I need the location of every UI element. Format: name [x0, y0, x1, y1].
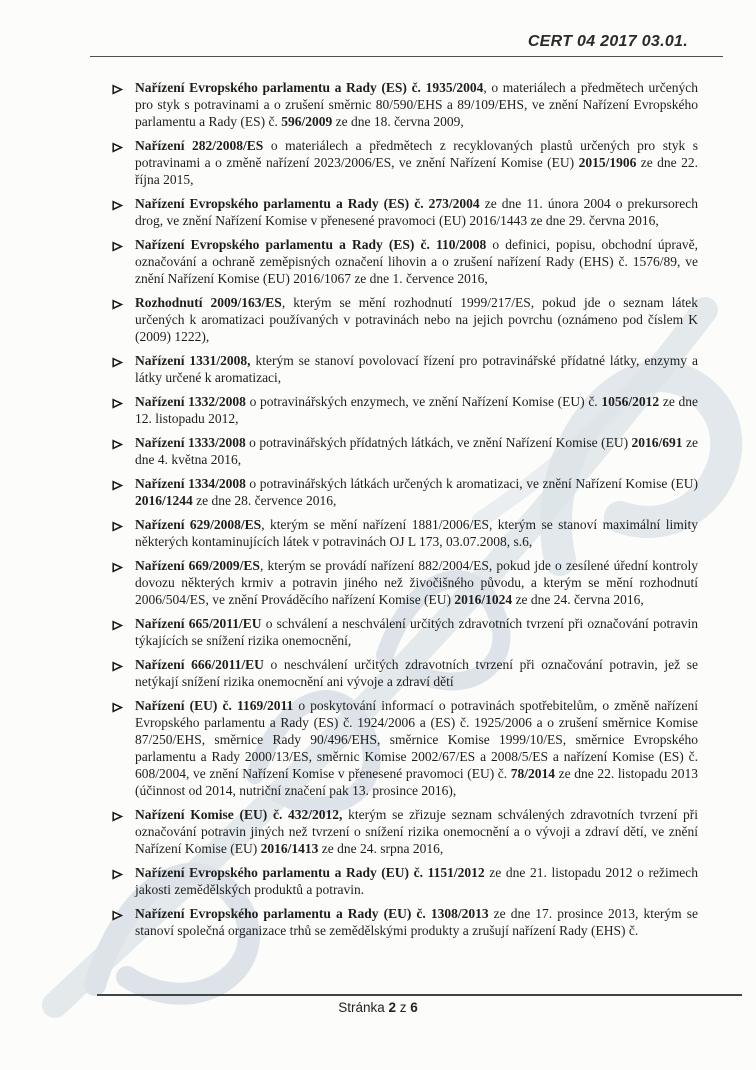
list-item-text: Nařízení 665/2011/EU o schválení a neschválení určitých zdravotních tvrzení při označování potravin týkajících se snížení rizika onemocnění,: [135, 616, 698, 648]
list-item-text: Nařízení 669/2009/ES, kterým se provádí nařízení 882/2004/ES, pokud jde o zesílené úřední kontroly dovozu některých krmiv a potravin jiného než živočišného původu, a kterým se mění rozhodnutí 2006/504/ES, ve znění Prováděcího nařízení Komise (EU) 2016/1024 ze dne 24. června 2016,: [135, 558, 699, 607]
footer-prefix: Stránka: [338, 1000, 385, 1015]
arrow-bullet-icon: [112, 806, 135, 827]
arrow-bullet-icon: [112, 656, 135, 677]
arrow-bullet-icon: [112, 393, 135, 414]
list-item: [112, 656, 698, 690]
list-item: [112, 352, 698, 386]
footer-rule: [97, 994, 742, 996]
list-item-text: Nařízení 666/2011/EU o neschválení určitých zdravotních tvrzení při označování potravin, jež se netýkají snížení rizika onemocnění ani vývoje a zdraví dětí: [135, 657, 698, 689]
list-item-text: Nařízení 1334/2008 o potravinářských látkách určených k aromatizaci, ve znění Nařízení Komise (EU) 2016/1244 ze dne 28. července 2016,: [135, 476, 698, 508]
list-item-text: Nařízení 1332/2008 o potravinářských enzymech, ve znění Nařízení Komise (EU) č. 1056/2012 ze dne 12. listopadu 2012,: [135, 394, 698, 426]
list-item-text: Nařízení (EU) č. 1169/2011 o poskytování informací o potravinách spotřebitelům, o změně nařízení Evropského parlamentu a Rady (ES) č. 1924/2006 a (ES) č. 1925/2006 a o zrušení směrnice Komise 87/250/EHS, směrnice Rady 90/496/EHS, směrnice Komise 1999/10/ES, směrnice Evropského parlamentu a Rady 2000/13/ES, směrnic Komise 2002/67/ES a 2008/5/ES a nařízení Komise (ES) č. 608/2004, ve znění Nařízení Komise v přenesené pravomoci (EU) č. 78/2014 ze dne 22. listopadu 2013 (účinnost od 2014, nutriční značení pak 13. prosince 2016),: [135, 698, 698, 798]
header-rule: [90, 56, 723, 57]
list-item: [112, 697, 698, 799]
list-item-text: Nařízení 629/2008/ES, kterým se mění nařízení 1881/2006/ES, kterým se stanoví maximální limity některých kontaminujících látek v potravinách OJ L 173, 03.07.2008, s.6,: [135, 517, 698, 549]
list-item-text: Nařízení Evropského parlamentu a Rady (ES) č. 273/2004 ze dne 11. února 2004 o prekursorech drog, ve znění Nařízení Komise v přenesené pravomoci (EU) 2016/1443 ze dne 29. června 2016,: [135, 196, 698, 228]
list-item-text: Nařízení Komise (EU) č. 432/2012, kterým se zřizuje seznam schválených zdravotních tvrzení při označování potravin jiných než tvrzení o snížení rizika onemocnění a o vývoji a zdraví dětí, ve znění Nařízení Komise (EU) 2016/1413 ze dne 24. srpna 2016,: [135, 807, 698, 856]
document-code: CERT 04 2017 03.01.: [527, 33, 688, 50]
list-item-text: Nařízení Evropského parlamentu a Rady (EU) č. 1308/2013 ze dne 17. prosince 2013, kterým se stanoví společná organizace trhů se zemědělskými produkty a zrušují nařízení Rady (EHS) č.: [135, 906, 698, 938]
arrow-bullet-icon: [112, 475, 135, 496]
list-item-text: Nařízení 282/2008/ES o materiálech a předmětech z recyklovaných plastů určených pro styk s potravinami a o změně nařízení 2023/2006/ES, ve znění Nařízení Komise (EU) 2015/1906 ze dne 22. října 2015,: [135, 138, 699, 187]
list-item: [112, 195, 698, 229]
regulation-list: [112, 79, 698, 946]
list-item: [112, 864, 698, 898]
footer-of-word: z: [399, 1000, 407, 1015]
list-item: [112, 615, 698, 649]
list-item-text: Nařízení Evropského parlamentu a Rady (ES) č. 1935/2004, o materiálech a předmětech určených pro styk s potravinami a o zrušení směrnic 80/590/EHS a 89/109/EHS, ve znění Nařízení Evropského parlamentu a Rady (ES) č. 596/2009 ze dne 18. června 2009,: [135, 80, 699, 129]
arrow-bullet-icon: [112, 137, 135, 158]
arrow-bullet-icon: [112, 615, 135, 636]
list-item-text: Nařízení 1331/2008, kterým se stanoví povolovací řízení pro potravinářské přídatné látky, enzymy a látky určené k aromatizaci,: [135, 353, 698, 385]
list-item: [112, 236, 698, 287]
arrow-bullet-icon: [112, 195, 135, 216]
arrow-bullet-icon: [112, 434, 135, 455]
list-item-text: Nařízení Evropského parlamentu a Rady (EU) č. 1151/2012 ze dne 21. listopadu 2012 o režimech jakosti zemědělských produktů a potravin.: [135, 865, 698, 897]
list-item: [112, 294, 698, 345]
list-item: [112, 516, 698, 550]
arrow-bullet-icon: [112, 352, 135, 373]
list-item: [112, 434, 698, 468]
arrow-bullet-icon: [112, 294, 135, 315]
list-item: [112, 79, 698, 130]
footer-page-number: 2: [388, 1000, 396, 1015]
list-item-text: Nařízení Evropského parlamentu a Rady (ES) č. 110/2008 o definici, popisu, obchodní úpravě, označování a ochraně zeměpisných označení lihovin a o zrušení nařízení Rady (EHS) č. 1576/89, ve znění Nařízení Komise (EU) 2016/1067 ze dne 1. července 2016,: [135, 237, 698, 286]
list-item: [112, 393, 698, 427]
arrow-bullet-icon: [112, 697, 135, 718]
list-item: [112, 137, 698, 188]
list-item-text: Rozhodnutí 2009/163/ES, kterým se mění rozhodnutí 1999/217/ES, pokud jde o seznam látek určených k aromatizaci používaných v potravinách nebo na jejich povrchu (oznámeno pod číslem K (2009) 1222),: [135, 295, 698, 344]
list-item: [112, 475, 698, 509]
list-item: [112, 806, 698, 857]
arrow-bullet-icon: [112, 864, 135, 885]
footer-total-pages: 6: [410, 1000, 418, 1015]
page-number-footer: [0, 1000, 756, 1015]
list-item-text: Nařízení 1333/2008 o potravinářských přídatných látkách, ve znění Nařízení Komise (EU) 2016/691 ze dne 4. května 2016,: [135, 435, 698, 467]
arrow-bullet-icon: [112, 516, 135, 537]
arrow-bullet-icon: [112, 79, 135, 100]
arrow-bullet-icon: [112, 236, 135, 257]
list-item: [112, 905, 698, 939]
list-item: [112, 557, 698, 608]
arrow-bullet-icon: [112, 557, 135, 578]
arrow-bullet-icon: [112, 905, 135, 926]
